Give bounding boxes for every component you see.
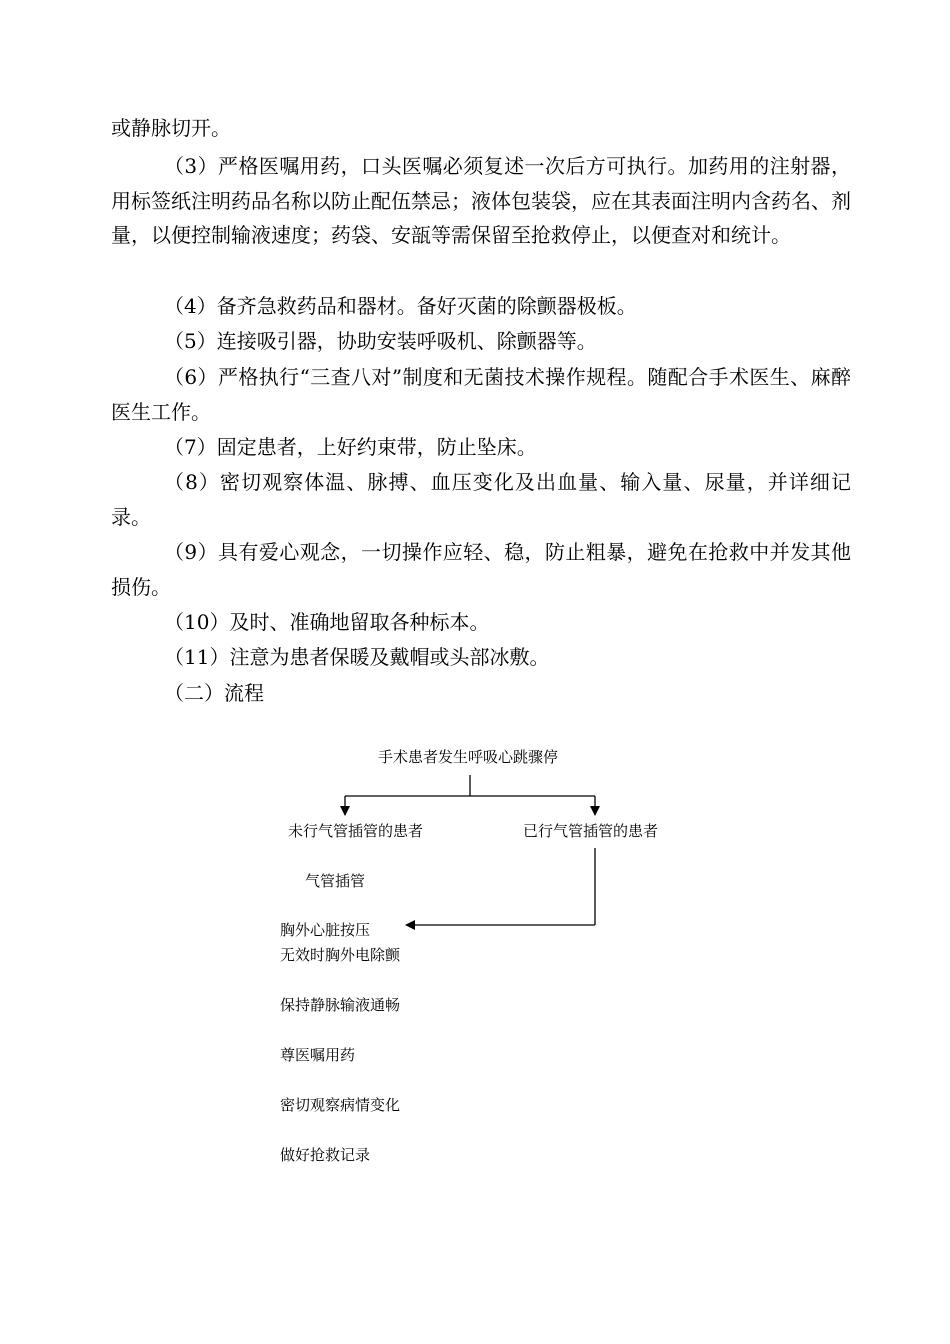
flow-node-chest-compression: 胸外心脏按压 [280,921,371,939]
flow-node-observe: 密切观察病情变化 [280,1096,401,1114]
paragraph-item-8: （8）密切观察体温、脉搏、血压变化及出血量、输入量、尿量，并详细记录。 [111,470,851,529]
paragraph-continuation: 或静脉切开。 [111,116,231,140]
paragraph-item-7: （7）固定患者，上好约束带，防止坠床。 [164,435,537,459]
flow-node-intubation: 气管插管 [305,872,366,890]
flow-node-defibrillation: 无效时胸外电除颤 [280,946,401,964]
paragraph-item-6: （6）严格执行“三查八对”制度和无菌技术操作规程。随配合手术医生、麻醉医生工作。 [111,365,851,424]
paragraph-item-10: （10）及时、准确地留取各种标本。 [164,610,490,634]
section-heading-process: （二）流程 [164,681,264,705]
paragraph-item-5: （5）连接吸引器，协助安装呼吸机、除颤器等。 [164,329,597,353]
paragraph-item-4: （4）备齐急救药品和器材。备好灭菌的除颤器极板。 [164,294,637,318]
flow-node-iv-line: 保持静脉输液通畅 [280,996,401,1014]
paragraph-item-11: （11）注意为患者保暖及戴帽或头部冰敷。 [164,645,550,669]
flow-node-record: 做好抢救记录 [280,1146,371,1164]
flow-node-intubated: 已行气管插管的患者 [523,822,659,840]
flow-node-medication: 尊医嘱用药 [280,1046,356,1064]
flow-node-not-intubated: 未行气管插管的患者 [288,822,424,840]
paragraph-item-9: （9）具有爱心观念，一切操作应轻、稳，防止粗暴，避免在抢救中并发其他损伤。 [111,540,851,599]
paragraph-item-3: （3）严格医嘱用药，口头医嘱必须复述一次后方可执行。加药用的注射器，用标签纸注明药品名称以防止配伍禁忌；液体包装袋，应在其表面注明内含药名、剂量，以便控制输液速度；药袋、安瓿等需保留至抢救停止，以便查对和统计。 [111,154,851,247]
flow-node-cardiac-arrest: 手术患者发生呼吸心跳骤停 [378,748,559,766]
